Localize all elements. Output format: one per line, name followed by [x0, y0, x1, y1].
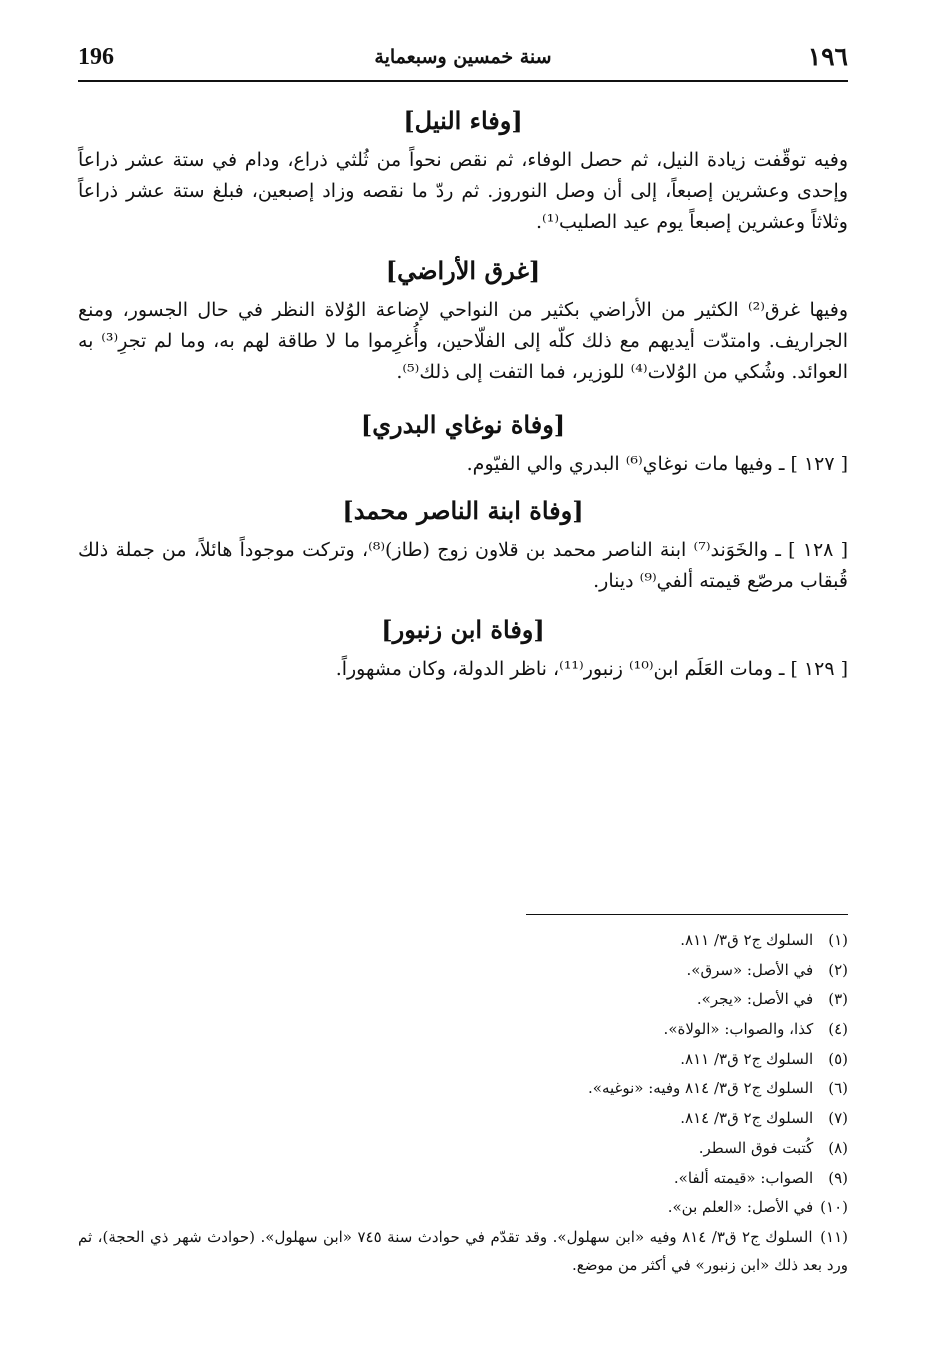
footnote-3 — [78, 985, 848, 1015]
section-title-nile-flood: [وفاء النيل] — [403, 106, 523, 135]
section-text-land-flooding: وفيها غرق⁽²⁾ الكثير من الأراضي بكثير من النواحي لإضاعة الوُلاة النظر في حال الجسور، ومنع الجراريف. وامتدّت أيديهم مع ذلك كلّه إلى الفلّاحين، وأُغرِموا ما لا طاقة لهم به، وما لم تجرِ⁽³⁾ به العوائد. وشُكي من الوُلات⁽⁴⁾ للوزير، فما التفت إلى ذلك⁽⁵⁾. — [78, 299, 848, 383]
section-title-death-nasir-daughter: [وفاة ابنة الناصر محمد] — [342, 496, 584, 525]
footnote-1 — [78, 926, 848, 956]
footnote-number: (٨) — [828, 1138, 848, 1157]
footnote-text: في الأصل: «العلم بن». — [667, 1198, 814, 1217]
entry-128: [ ١٢٨ ] ـ والخَوَند⁽⁷⁾ ابنة الناصر محمد بن قلاون زوج (طاز)⁽⁸⁾، وتركت موجوداً هائلاً، من جملة ذلك قُبقاب مرصّع قيمته ألفي⁽⁹⁾ دينار. — [78, 539, 849, 592]
footnote-number: (٥) — [828, 1049, 848, 1068]
footnote-6 — [78, 1074, 848, 1104]
footnote-10 — [78, 1193, 848, 1223]
footnote-text: السلوك ج٢ ق٣/ ٨١١. — [680, 1049, 814, 1068]
footnote-number: (٩) — [828, 1168, 848, 1187]
footnote-text: كذا، والصواب: «الولاة». — [663, 1020, 814, 1039]
footnote-text: الصواب: «قيمته ألفا». — [673, 1168, 814, 1187]
footnote-8 — [78, 1134, 848, 1164]
page-header — [78, 38, 848, 82]
page-number-latin: 196 — [78, 44, 114, 70]
footnote-number: (٤) — [828, 1020, 848, 1039]
footnote-9 — [78, 1164, 848, 1194]
footnote-text: السلوك ج٢ ق٣/ ٨١٤ وفيه «ابن سهلول». وقد تقدّم في حوادث سنة ٧٤٥ «ابن سهلول». (حوادث شهر ذي الحجة)، ثم ورد بعد ذلك «ابن زنبور» في أكثر من موضع. — [78, 1227, 848, 1274]
section-title-death-ibn-zunbur: [وفاة ابن زنبور] — [381, 615, 545, 644]
footnote-text: في الأصل: «يجر». — [696, 990, 814, 1009]
footnote-number: (٢) — [828, 960, 848, 979]
footnote-number: (٧) — [828, 1109, 848, 1128]
footnote-separator — [526, 914, 848, 915]
footnotes — [78, 926, 848, 1279]
footnote-number: (١١) — [820, 1227, 848, 1246]
book-page — [78, 38, 849, 1274]
section-title-death-nughay: [وفاة نوغاي البدري] — [360, 410, 566, 439]
footnote-text: السلوك ج٢ ق٣/ ٨١٤ وفيه: «نوغيه». — [588, 1079, 814, 1098]
footnote-number: (٦) — [828, 1079, 848, 1098]
running-title: سنة خمسين وسبعماية — [374, 46, 552, 68]
footnote-7 — [78, 1104, 848, 1134]
footnote-number: (٣) — [828, 990, 848, 1009]
footnote-text: السلوك ج٢ ق٣/ ٨١٤. — [680, 1109, 814, 1128]
footnote-number: (١) — [828, 931, 848, 949]
section-title-land-flooding: [غرق الأراضي] — [385, 256, 541, 285]
entry-127: [ ١٢٧ ] ـ وفيها مات نوغاي⁽⁶⁾ البدري والي الفيّوم. — [466, 453, 848, 475]
section-text-nile-flood: وفيه توقّفت زيادة النيل، ثم حصل الوفاء، ثم نقص نحواً من ثُلثي ذراع، ودام في ستة عشر ذراعاً وإحدى وعشرين إصبعاً، إلى أن وصل النوروز. ثم ردّ ما نقصه وزاد إصبعين، فبلغ ستة عشر ذراعاً وثلاثاً وعشرين إصبعاً يوم عيد الصليب⁽¹⁾. — [78, 149, 848, 233]
entry-129: [ ١٢٩ ] ـ ومات العَلَم ابن⁽¹⁰⁾ زنبور⁽¹¹⁾، ناظر الدولة، وكان مشهوراً. — [335, 658, 848, 680]
footnote-5 — [78, 1045, 848, 1075]
footnote-text: في الأصل: «سرق». — [686, 960, 814, 979]
footnote-11 — [78, 1223, 848, 1279]
footnote-text: كُتبت فوق السطر. — [698, 1138, 814, 1157]
footnote-2 — [78, 956, 848, 986]
page-number-arabic: ١٩٦ — [807, 42, 848, 71]
footnote-4 — [78, 1015, 848, 1045]
footnote-number: (١٠) — [820, 1198, 848, 1217]
footnote-text: السلوك ج٢ ق٣/ ٨١١. — [680, 931, 814, 949]
